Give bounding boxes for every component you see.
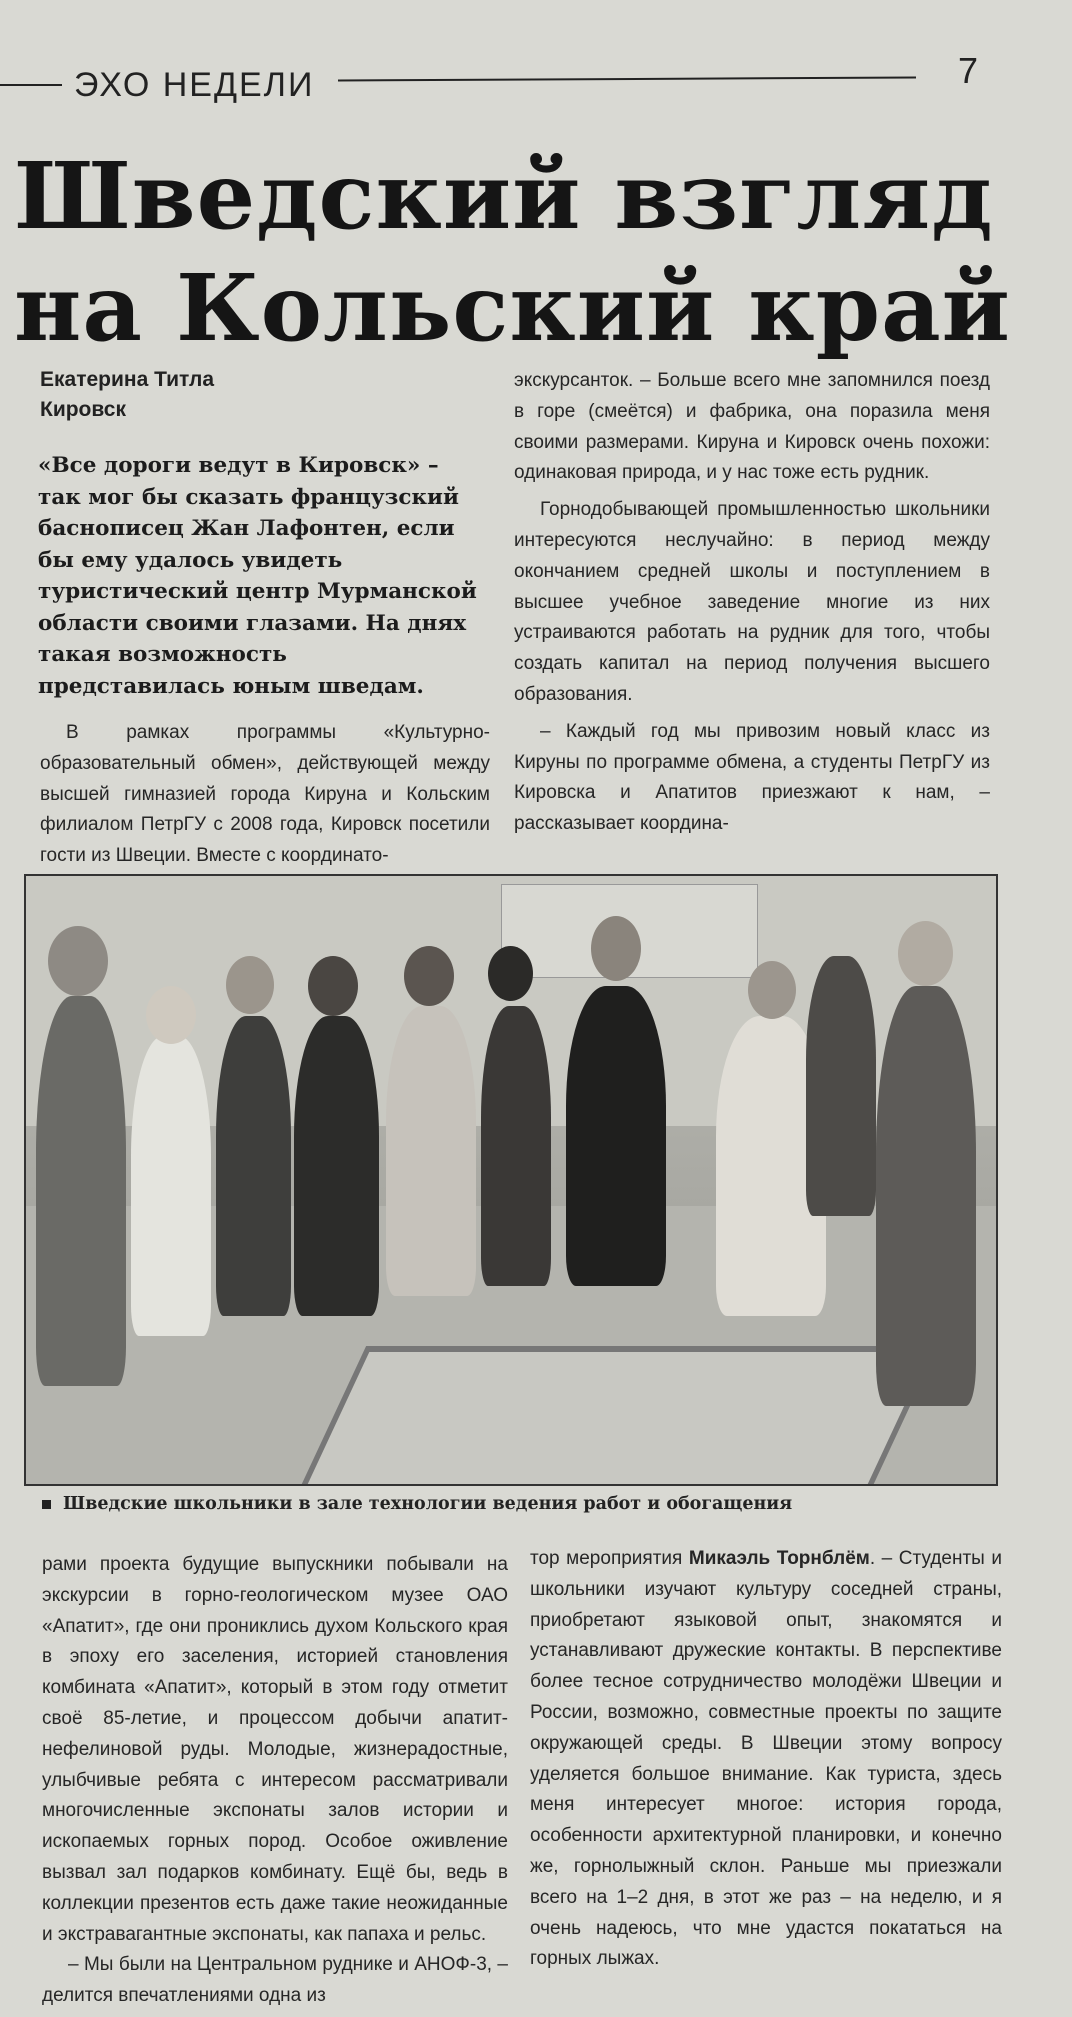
photo-person [131,1036,211,1336]
photo-head [308,956,358,1016]
column-c-paragraph-1: рами проекта будущие выпускники побывали на экскурсии в горно-геологическом музее ОАО «Апатит», где они прониклись духом Кольского края в эпоху его заселения, историей становления комбината «Апатит», который в этом году отметит своё 85-летие, и процессом добычи апатит-нефелиновой руды. Молодые, жизнерадостные, улыбчивые ребята с интересом рассматривали многочисленные экспонаты залов истории и ископаемых горных пород. Особое оживление вызвал зал подарков комбинату. Ещё бы, ведь в коллекции презентов есть даже такие неожиданные и экстравагантные экспонаты, как папаха и рельс. [42,1554,508,1945]
column-d-paragraph [530,1544,1002,1975]
article-headline [14,140,1054,364]
photo-person [806,956,876,1216]
photo-person [216,1016,291,1316]
author-name: Екатерина Титла [40,368,215,391]
photo-head [591,916,641,981]
caption-text: Шведские школьники в зале технологии ведения работ и обогащения [63,1494,793,1514]
section-title: ЭХО НЕДЕЛИ [74,66,315,104]
column-a-text: В рамках программы «Культурно-образовательный обмен», действующей между высшей гимназией города Кируна и Кольским филиалом ПетрГУ с 2008 года, Кировск посетили гости из Швеции. Вместе с координато- [40,722,490,867]
headline-line-2: на Кольский край [14,254,1011,362]
photo-head [404,946,454,1006]
header-rule-right [338,76,916,81]
column-d-intro: тор мероприятия [530,1548,689,1569]
caption-square-icon [42,1500,51,1509]
column-a [40,718,490,872]
article-photo [24,874,998,1486]
photo-person [566,986,666,1286]
coordinator-name: Микаэль Торнблём [688,1548,870,1569]
column-b-paragraph-3: – Каждый год мы привозим новый класс из Кируны по программе обмена, а студенты ПетрГУ из Кировска и Апатитов приезжают к нам, – рассказывает координа- [514,720,990,835]
column-c [42,1550,508,2012]
column-d [530,1544,1002,1975]
photo-person [294,1016,379,1316]
byline [40,365,214,425]
photo-person [386,1006,476,1296]
photo-head [898,921,953,986]
column-d-rest: . – Студенты и школьники изучают культуру соседней страны, приобретают языковой опыт, знакомятся и устанавливают дружеские контакты. В перспективе более тесное сотрудничество молодёжи Швеции и России, возможно, совместные проекты по защите окружающей среды. В Швеции этому вопросу уделяется большое внимание. Как туриста, здесь меня интересует многое: история города, особенности архитектурной планировки, и конечно же, горнолыжный склон. Раньше мы приезжали всего на 1–2 дня, в этот же раз – на неделю, и я очень надеюсь, что мне удастся покататься на горных лыжах. [530,1548,1002,1970]
author-place: Кировск [40,398,126,421]
page-number: 7 [958,50,979,91]
photo-person [481,1006,551,1286]
photo-head [226,956,274,1014]
photo-person [876,986,976,1406]
photo-person [36,996,126,1386]
photo-head [48,926,108,996]
lead-paragraph: «Все дороги ведут в Кировск» – так мог бы сказать французский баснописец Жан Лафонтен, если бы ему удалось увидеть туристический центр Мурманской области своими глазами. На днях такая возможность представилась юным шведам. [38,453,477,699]
headline-line-1: Шведский взгляд [14,142,994,250]
header-rule-left [0,84,62,86]
column-b-paragraph-2: Горнодобывающей промышленностью школьники интересуются неслучайно: в период между окончанием средней школы и поступлением в высшее учебное заведение многие из них устраиваются работать на рудник для того, чтобы создать капитал на период получения высшего образования. [514,499,990,705]
photo-head [748,961,796,1019]
column-c-paragraph-2: – Мы были на Центральном руднике и АНОФ-3, – делится впечатлениями одна из [42,1954,508,2007]
photo-head [146,986,196,1044]
photo-head [488,946,533,1001]
column-b-paragraph-1: экскурсанток. – Больше всего мне запомнился поезд в горе (смеётся) и фабрика, она поразила меня своими размерами. Кируна и Кировск очень похожи: одинаковая природа, и у нас тоже есть рудник. [514,370,990,484]
photo-caption [42,1494,942,1514]
column-b [514,366,990,840]
photo-display-tray [286,1346,938,1486]
